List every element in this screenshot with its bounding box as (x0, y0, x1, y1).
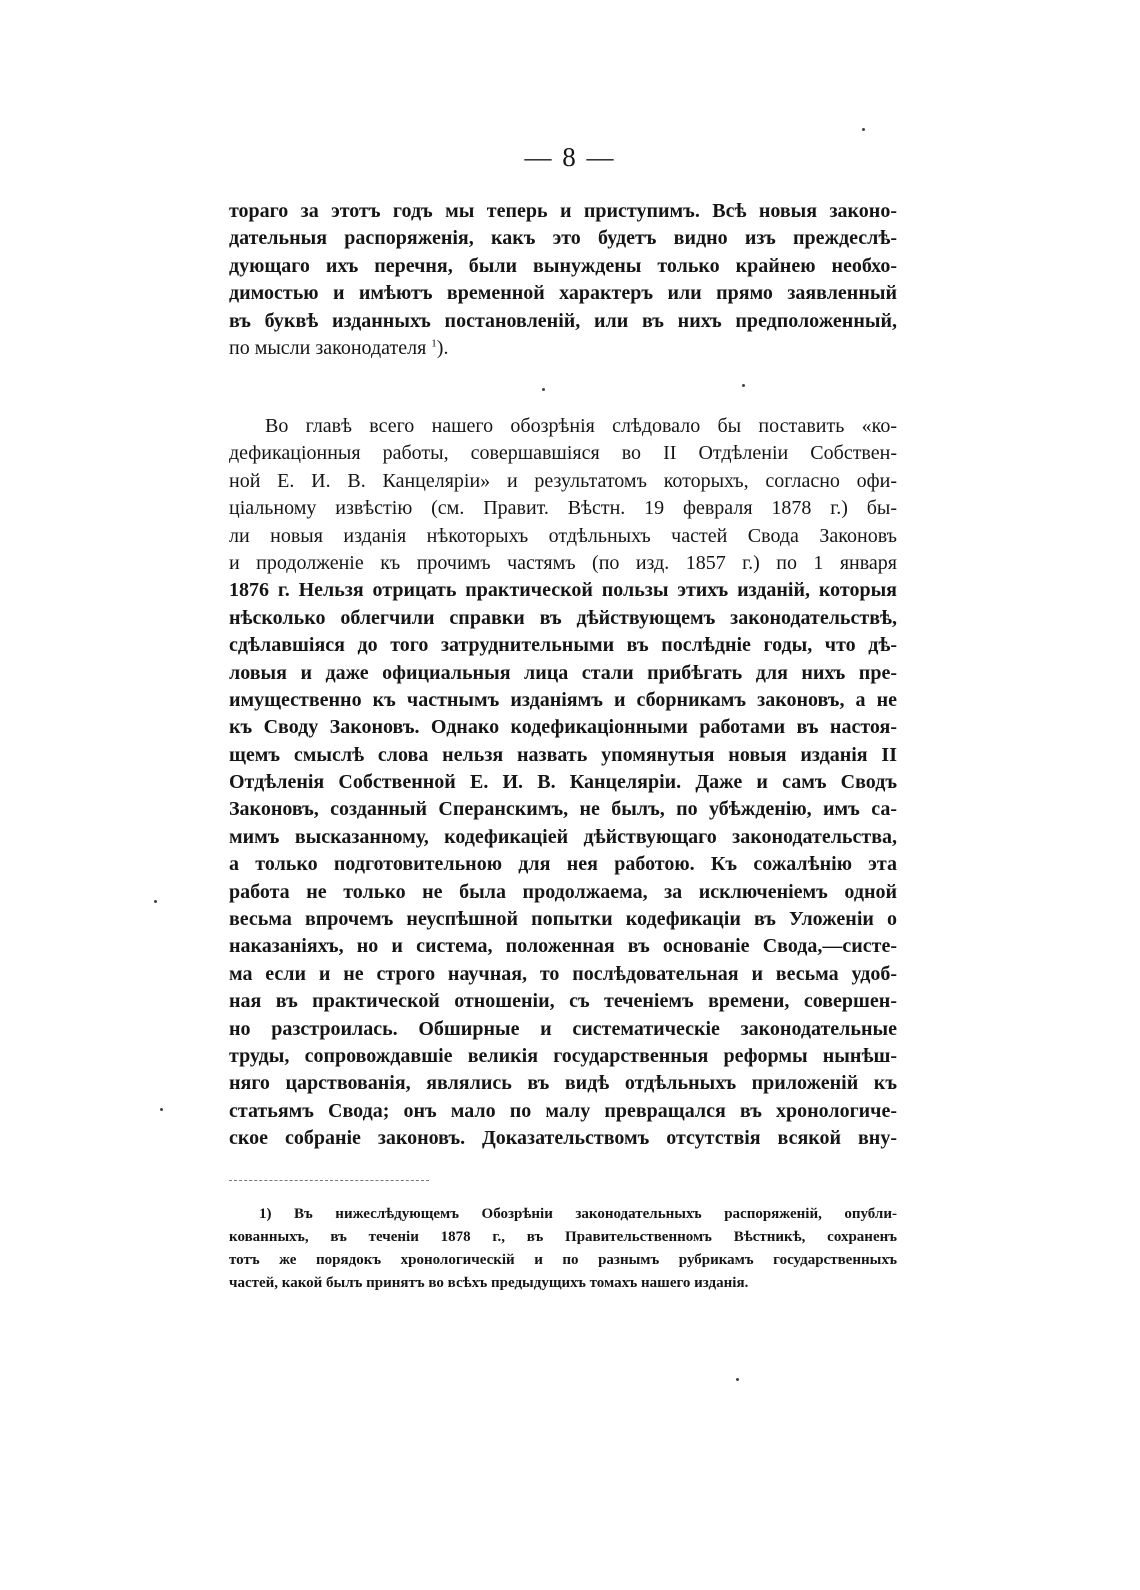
footnote-line: частей, какой былъ принятъ во всѣхъ предыдущихъ томахъ нашего изданія. (229, 1275, 749, 1291)
text-line: Законовъ, созданный Сперанскимъ, не былъ, по убѣжденію, имъ са- (229, 798, 897, 821)
text-line: ной Е. И. В. Канцеляріи» и результатомъ которыхъ, согласно офи- (229, 469, 897, 492)
text-line: тораго за этотъ годъ мы теперь и приступимъ. Всѣ новыя законо- (229, 200, 897, 222)
paragraph-codification (229, 413, 897, 1153)
text-line: въ буквѣ изданныхъ постановленій, или въ нихъ предположенный, (229, 309, 897, 332)
text-line: дующаго ихъ перечня, были вынуждены только крайнею необхо- (229, 254, 897, 277)
scan-speck (862, 128, 865, 131)
text-line: щемъ смыслѣ слова нельзя назвать упомянутыя новыя изданія II (229, 743, 897, 766)
text-line: имущественно къ частнымъ изданіямъ и сборникамъ законовъ, а не (229, 688, 897, 711)
scan-speck (542, 388, 545, 391)
text-line: 1876 г. Нельзя отрицать практической пользы этихъ изданій, которыя (229, 579, 897, 602)
footnote-reference: 1 (431, 337, 437, 350)
footnote-line: тотъ же порядокъ хронологическій и по разнымъ рубрикамъ государственныхъ (229, 1252, 897, 1268)
text-line: ли новыя изданія нѣкоторыхъ отдѣльныхъ частей Свода Законовъ (229, 524, 897, 547)
text-line: ціальному извѣстію (см. Правит. Вѣстн. 19 февраля 1878 г.) бы- (229, 497, 897, 520)
text-line: статьямъ Свода; онъ мало по малу превращался въ хронологиче- (229, 1099, 897, 1122)
page-number: — 8 — (524, 142, 616, 172)
text-line: ма если и не строго научная, то послѣдовательная и весьма удоб- (229, 962, 897, 985)
text-line: къ Своду Законовъ. Однако кодефикаціонными работами въ настоя- (229, 716, 897, 739)
text-line: Отдѣленія Собственной Е. И. В. Канцеляріи. Даже и самъ Сводъ (229, 771, 897, 794)
footnote-line: 1) Въ нижеслѣдующемъ Обозрѣніи законодательныхъ распоряженій, опубли- (259, 1206, 897, 1222)
text-line: а только подготовительною для нея работою. Къ сожалѣнію эта (229, 853, 897, 876)
text-line: дательныя распоряженія, какъ это будетъ видно изъ преждеслѣ- (229, 227, 897, 250)
text-fragment: по мысли законодателя (229, 336, 432, 359)
text-line: мимъ высказанному, кодефикаціей дѣйствующаго законодательства, (229, 825, 897, 848)
footnote (229, 1203, 897, 1295)
text-line: Во главѣ всего нашего обозрѣнія слѣдовало бы поставить «ко- (265, 415, 897, 437)
footnote-line: кованныхъ, въ теченіи 1878 г., въ Правительственномъ Вѣстникѣ, сохраненъ (229, 1229, 897, 1245)
text-line: сдѣлавшіяся до того затруднительными въ послѣдніе годы, что дѣ- (229, 634, 897, 657)
text-line: но разстроилась. Обширные и систематическіе законодательные (229, 1017, 897, 1040)
scan-speck (736, 1378, 739, 1381)
text-line: и продолженіе къ прочимъ частямъ (по изд. 1857 г.) по 1 января (229, 551, 897, 574)
text-fragment: ). (436, 336, 449, 359)
text-line: дефикаціонныя работы, совершавшіяся во II Отдѣленіи Собствен- (229, 442, 897, 465)
scan-speck (742, 384, 745, 387)
text-line: няго царствованія, являлись въ видѣ отдѣльныхъ приложеній къ (229, 1072, 897, 1095)
scan-speck (160, 1108, 163, 1111)
text-line: наказаніяхъ, но и система, положенная въ основаніе Свода,—систе- (229, 935, 897, 958)
text-line: ловыя и даже официальныя лица стали прибѣгать для нихъ пре- (229, 661, 897, 684)
text-line: работа не только не была продолжаема, за исключеніемъ одной (229, 880, 897, 903)
footnote-divider (229, 1180, 429, 1181)
text-line: нѣсколько облегчили справки въ дѣйствующемъ законодательствѣ, (229, 606, 897, 629)
text-line: труды, сопровождавшіе великія государственныя реформы нынѣш- (229, 1044, 897, 1067)
text-line: весьма впрочемъ неуспѣшной попытки кодефикаціи въ Уложеніи о (229, 908, 897, 931)
text-line: ная въ практической отношеніи, съ теченіемъ времени, совершен- (229, 990, 897, 1013)
text-line (229, 335, 897, 362)
scan-speck (154, 900, 157, 903)
paragraph-continued (229, 198, 897, 362)
text-line: ское собраніе законовъ. Доказательствомъ отсутствія всякой вну- (229, 1127, 897, 1150)
text-line: димостью и имѣютъ временной характеръ или прямо заявленный (229, 282, 897, 305)
